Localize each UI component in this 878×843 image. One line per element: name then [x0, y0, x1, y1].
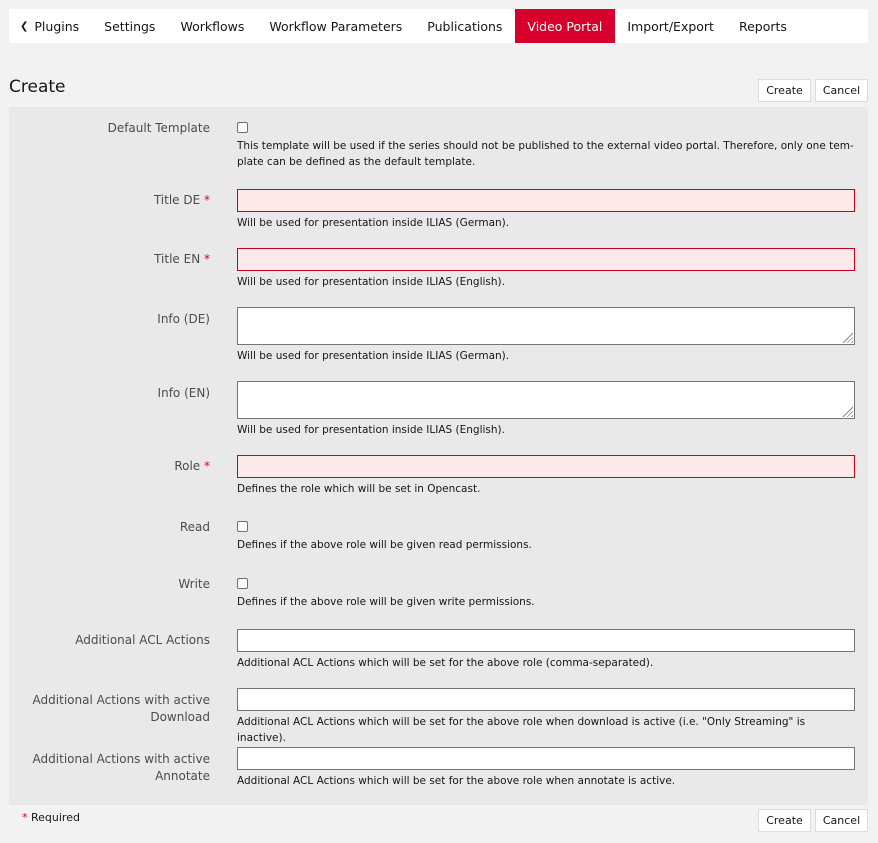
actions-annotate-label	[10, 751, 210, 785]
tab-label: Plugins	[34, 18, 80, 34]
resize-grip-icon[interactable]	[842, 406, 853, 417]
actions-download-field	[237, 688, 855, 746]
tab-reports[interactable]	[726, 9, 799, 43]
tab-label: Workflow Parameters	[269, 18, 403, 34]
actions-download-input[interactable]	[237, 688, 855, 711]
role-help: Defines the role which will be set in Opencast.	[237, 483, 481, 495]
title-de-input[interactable]	[237, 189, 855, 212]
tab-workflow-parameters[interactable]	[257, 9, 415, 43]
tab-publications[interactable]	[415, 9, 515, 43]
title-en-help: Will be used for presentation inside ILIAS (English).	[237, 276, 505, 288]
write-checkbox[interactable]	[237, 578, 248, 589]
title-en-label: Title EN *	[154, 252, 210, 266]
tab-label: Reports	[738, 18, 787, 34]
info-de-help: Will be used for presentation inside ILIAS (German).	[237, 350, 510, 362]
label-line: Download	[150, 710, 210, 724]
help-line: plate can be defined as the default template.	[237, 156, 476, 168]
create-button-top[interactable]: Create	[758, 79, 811, 102]
acl-actions-field	[237, 629, 855, 671]
chevron-left-icon: ❮	[20, 20, 29, 32]
tab-settings[interactable]	[92, 9, 168, 43]
info-de-textarea[interactable]	[237, 307, 855, 345]
info-de-field	[237, 307, 855, 364]
title-en-input[interactable]	[237, 248, 855, 271]
title-de-label: Title DE *	[153, 193, 210, 207]
actions-annotate-help: Additional ACL Actions which will be set for the above role when annotate is active.	[237, 775, 676, 787]
required-star: *	[22, 811, 28, 824]
required-star: *	[204, 459, 210, 473]
info-en-field	[237, 381, 855, 438]
tab-label: Import/Export	[627, 18, 714, 34]
required-star: *	[204, 193, 210, 207]
actions-download-help: Additional ACL Actions which will be set for the above role when download is active (i.e. "Only Streaming" is inactive).	[237, 716, 806, 744]
required-note	[22, 811, 80, 824]
tab-workflows[interactable]	[168, 9, 257, 43]
write-field	[237, 576, 855, 610]
info-de-label: Info (DE)	[157, 312, 210, 326]
default-template-label: Default Template	[107, 121, 210, 135]
role-field	[237, 455, 855, 497]
required-star: *	[204, 252, 210, 266]
actions-annotate-field	[237, 747, 855, 789]
write-help: Defines if the above role will be given write permissions.	[237, 596, 535, 608]
read-help: Defines if the above role will be given read permissions.	[237, 539, 532, 551]
cancel-button-bottom[interactable]: Cancel	[815, 809, 868, 832]
help-line: This template will be used if the series should not be published to the external video portal. Therefore, only one tem-	[237, 140, 854, 152]
info-en-label: Info (EN)	[157, 386, 210, 400]
create-button-bottom[interactable]: Create	[758, 809, 811, 832]
title-de-help: Will be used for presentation inside ILIAS (German).	[237, 217, 510, 229]
form-panel	[9, 107, 868, 805]
default-template-field	[237, 120, 855, 170]
title-de-field	[237, 189, 855, 231]
role-label: Role *	[174, 459, 210, 473]
tab-bar	[9, 9, 868, 43]
acl-actions-input[interactable]	[237, 629, 855, 652]
tab-plugins[interactable]	[9, 9, 92, 43]
resize-grip-icon[interactable]	[842, 332, 853, 343]
title-en-field	[237, 248, 855, 290]
tab-label: Settings	[104, 18, 156, 34]
cancel-button-top[interactable]: Cancel	[815, 79, 868, 102]
tab-video-portal[interactable]	[515, 9, 615, 43]
label-line: Additional Actions with active	[32, 693, 210, 707]
tab-label: Video Portal	[527, 18, 603, 34]
tab-label: Publications	[427, 18, 503, 34]
write-label: Write	[178, 577, 210, 591]
actions-download-label	[10, 692, 210, 726]
default-template-checkbox[interactable]	[237, 122, 248, 133]
acl-actions-label: Additional ACL Actions	[75, 633, 210, 647]
page-title: Create	[9, 77, 66, 97]
read-label: Read	[179, 520, 210, 534]
tab-import-export[interactable]	[615, 9, 727, 43]
tab-label: Workflows	[180, 18, 245, 34]
role-input[interactable]	[237, 455, 855, 478]
acl-actions-help: Additional ACL Actions which will be set for the above role (comma-separated).	[237, 657, 654, 669]
info-en-textarea[interactable]	[237, 381, 855, 419]
read-field	[237, 519, 855, 553]
info-en-help: Will be used for presentation inside ILIAS (English).	[237, 424, 505, 436]
actions-annotate-input[interactable]	[237, 747, 855, 770]
read-checkbox[interactable]	[237, 521, 248, 532]
label-line: Annotate	[155, 769, 210, 783]
label-line: Additional Actions with active	[32, 752, 210, 766]
default-template-help	[237, 138, 855, 170]
required-text: Required	[31, 811, 80, 824]
